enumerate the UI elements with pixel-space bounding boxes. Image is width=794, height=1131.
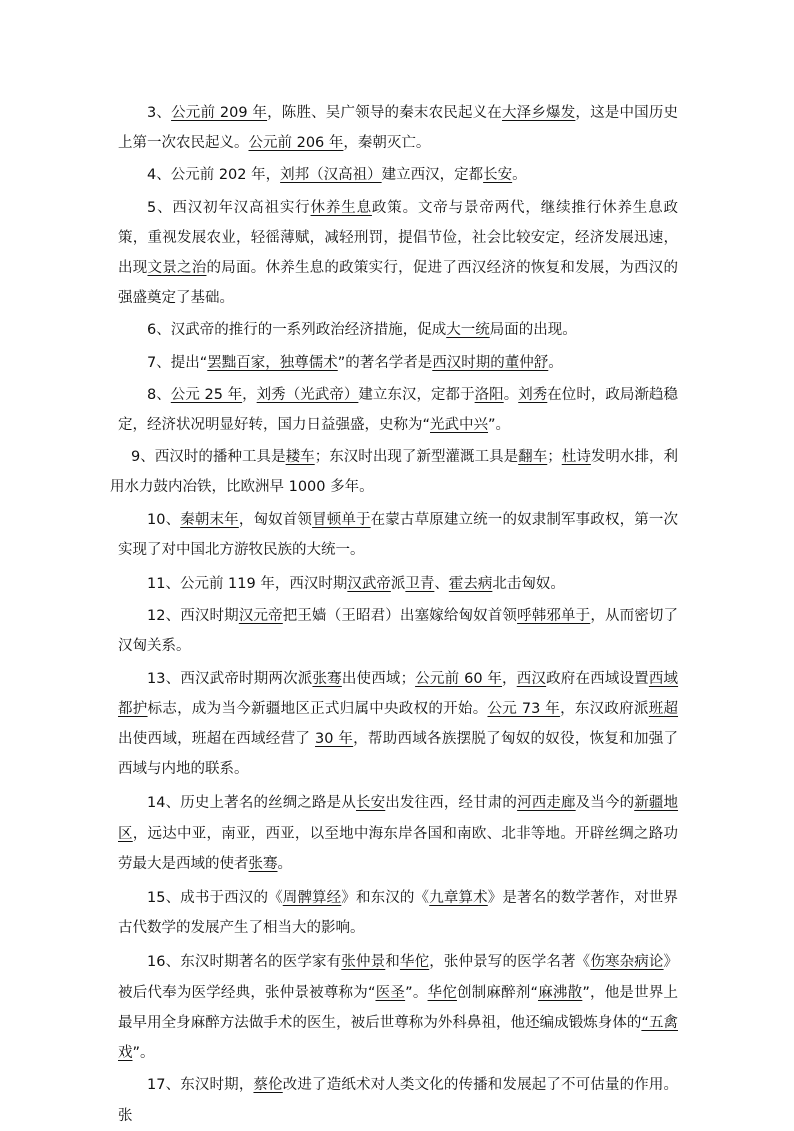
text-run: 建立东汉，定都于 — [358, 386, 475, 403]
text-run: 》和东汉的《 — [341, 890, 430, 907]
text-run: ， — [502, 670, 517, 687]
item-17 — [118, 1070, 678, 1130]
underlined-term: 汉武帝 — [347, 576, 391, 593]
text-run: 及当今的 — [575, 795, 635, 812]
underlined-term: 长安 — [483, 167, 513, 184]
text-run: ，东汉政府派 — [560, 700, 649, 717]
text-run: ”。 — [405, 984, 428, 1001]
text-run: ，陈胜、吴广领导的秦末农民起义在 — [267, 105, 502, 121]
text-run: 6、汉武帝的推行的一系列政治经济措施，促成 — [147, 322, 447, 339]
text-run: ， — [242, 386, 257, 403]
text-run: ；东汉时出现了新型灌溉工具是 — [314, 449, 519, 466]
item-12 — [118, 601, 678, 661]
text-run: 16、东汉时期著名的医学家有 — [147, 954, 342, 971]
text-run: 10、 — [147, 511, 181, 528]
underlined-term: 医圣 — [375, 984, 406, 1001]
text-run: 12、西汉时期 — [147, 608, 239, 625]
text-run: ，张仲景写的医学名著《 — [429, 954, 591, 971]
underlined-term: 耧车 — [285, 449, 315, 466]
item-13 — [118, 664, 678, 785]
text-run: 、 — [434, 576, 449, 593]
document-page — [110, 98, 679, 1131]
underlined-term: 光武中兴 — [430, 417, 489, 434]
underlined-term: 冒顿单于 — [312, 511, 371, 528]
text-run: ”。 — [132, 1045, 155, 1062]
text-run: ； — [547, 449, 562, 466]
text-run: ，帮助西域各族摆脱了匈奴的奴役，恢复和加强了西域与内地的联系。 — [118, 731, 679, 778]
text-run: ，从而密切了汉匈关系。 — [118, 608, 679, 655]
text-run: 在位时，政局渐趋稳定，经济状况明显好转，国力日益强盛，史称为“ — [118, 386, 679, 434]
text-run: 发明水排，利用水力鼓内冶铁，比欧洲早 1000 多年。 — [110, 449, 679, 496]
text-run: 5、西汉初年汉高祖实行 — [147, 199, 311, 216]
item-3 — [118, 98, 678, 158]
text-run: 3、 — [147, 105, 172, 121]
underlined-term: 公元前 209 年 — [171, 105, 268, 121]
text-run: 在蒙古草原建立统一的奴隶制军事政权，第一次实现了对中国北方游牧民族的大统一。 — [118, 511, 679, 558]
text-run: 13、西汉武帝时期两次派 — [147, 670, 313, 687]
item-10 — [118, 505, 678, 565]
underlined-term: 大一统 — [446, 322, 490, 339]
underlined-term: 刘秀（光武帝） — [256, 386, 359, 403]
item-6 — [118, 315, 678, 345]
underlined-term: 翻车 — [518, 449, 548, 466]
text-run: ，秦朝灭亡。 — [343, 135, 431, 152]
underlined-term: 张仲景 — [341, 954, 386, 971]
text-run: 。 — [548, 354, 563, 371]
item-8 — [118, 380, 678, 440]
underlined-term: 华佗 — [427, 984, 457, 1001]
text-run: 派 — [390, 576, 406, 593]
item-4 — [118, 160, 678, 190]
text-run: 改进了造纸术对人类文化的传播和发展起了不可估量的作用。张 — [118, 1077, 679, 1124]
text-run: 政府在西域设置 — [546, 670, 649, 687]
text-run: 把王嫱（王昭君）出塞嫁给匈奴首领 — [282, 608, 518, 625]
underlined-term: 洛阳 — [474, 386, 504, 403]
underlined-term: 30 年 — [315, 731, 354, 748]
underlined-term: 长安 — [355, 795, 386, 812]
text-run: 出发往西，经甘肃的 — [385, 795, 518, 812]
item-9 — [110, 442, 678, 502]
underlined-term: 大泽乡爆发 — [501, 105, 576, 121]
underlined-term: 汉元帝 — [238, 608, 283, 625]
text-run: 11、公元前 119 年，西汉时期 — [147, 576, 348, 593]
text-run: 出使西域，班超在西域经营了 — [118, 731, 316, 748]
item-15 — [118, 883, 678, 943]
text-run: ”的著名学者是 — [337, 354, 433, 371]
item-11 — [118, 569, 678, 599]
text-run: 》是著名的数学著作，对世界古代数学的发展产生了相当大的影响。 — [118, 890, 679, 937]
text-run: ”，他是世界上最早用全身麻醉方法做手术的医生，被后世尊称为外科鼻祖，他还编成锻炼身体的 — [118, 984, 679, 1031]
item-5 — [118, 193, 678, 314]
text-run: 。 — [512, 167, 527, 184]
underlined-term: 麻沸散 — [537, 984, 583, 1001]
underlined-term: 伤寒杂病论 — [590, 954, 664, 971]
text-run: 。 — [277, 855, 292, 872]
underlined-term: 罢黜百家，独尊儒术 — [207, 354, 338, 371]
underlined-term: 华佗 — [399, 954, 430, 971]
underlined-term: 秦朝末年 — [180, 511, 239, 528]
underlined-term: 霍去病 — [448, 576, 493, 593]
text-run: 7、提出“ — [147, 354, 208, 371]
text-run: 8、 — [147, 386, 171, 403]
underlined-term: 新疆地区 — [118, 795, 679, 842]
item-16 — [118, 947, 678, 1068]
underlined-term: 九章算术 — [429, 890, 488, 907]
text-run: ，匈奴首领 — [238, 511, 313, 528]
underlined-term: 休养生息 — [310, 199, 372, 216]
text-run: ，这是中国历史上第一次农民起义。 — [118, 105, 678, 152]
underlined-term: 周髀算经 — [282, 890, 342, 907]
item-7 — [118, 348, 678, 378]
text-run: 》被后代奉为医学经典，张仲景被尊称为“ — [118, 954, 679, 1001]
underlined-term: 刘秀 — [518, 386, 548, 403]
text-run: ，远达中亚，南亚，西亚，以至地中海东岸各国和南欧、北非等地。开辟丝绸之路功劳最大是西域的使者 — [118, 825, 679, 872]
underlined-term: 张骞 — [248, 855, 278, 872]
text-run: 。 — [503, 386, 519, 403]
underlined-term: “五禽戏 — [118, 1014, 678, 1062]
text-run: 的局面。休养生息的政策实行，促进了西汉经济的恢复和发展，为西汉的强盛奠定了基础。 — [118, 260, 679, 307]
item-14 — [118, 788, 678, 879]
underlined-term: 西汉时期的董仲舒 — [432, 354, 549, 371]
underlined-term: 班超 — [648, 700, 679, 717]
underlined-term: 蔡伦 — [253, 1077, 283, 1094]
text-run: 局面的出现。 — [489, 322, 577, 339]
underlined-term: 公元 25 年 — [170, 386, 243, 403]
underlined-term: 呼韩邪单于 — [517, 608, 591, 625]
text-run: 4、公元前 202 年， — [147, 167, 281, 184]
underlined-term: 西域都护 — [118, 670, 679, 717]
underlined-term: 刘邦（汉高祖） — [280, 167, 382, 184]
text-run: 17、东汉时期， — [147, 1077, 254, 1094]
text-run: 创制麻醉剂“ — [456, 984, 538, 1001]
text-run: 9、西汉时的播种工具是 — [131, 449, 286, 466]
underlined-term: 文景之治 — [147, 260, 207, 277]
text-run: 出使西域； — [341, 670, 416, 687]
underlined-term: 公元 73 年 — [487, 700, 561, 717]
underlined-term: 河西走廊 — [517, 795, 576, 812]
underlined-term: 卫青 — [405, 576, 435, 593]
underlined-term: 公元前 60 年 — [415, 670, 503, 687]
text-run: 北击匈奴。 — [492, 576, 565, 593]
text-run: ”。 — [488, 417, 511, 434]
text-run: 和 — [385, 954, 400, 971]
text-run: 建立西汉，定都 — [381, 167, 484, 184]
underlined-term: 公元前 206 年 — [248, 135, 344, 152]
underlined-term: 杜诗 — [561, 449, 591, 466]
text-run: 14、历史上著名的丝绸之路是从 — [147, 795, 356, 812]
underlined-term: 张骞 — [312, 670, 342, 687]
text-run: 政策。文帝与景帝两代，继续推行休养生息政策，重视发展农业，轻徭薄赋，减轻刑罚，提倡节俭，社会比较安定，经济发展迅速，出现 — [118, 199, 678, 277]
text-run: 15、成书于西汉的《 — [147, 890, 283, 907]
underlined-term: 西汉 — [516, 670, 547, 687]
text-run: 标志，成为当今新疆地区正式归属中央政权的开始。 — [147, 700, 488, 717]
